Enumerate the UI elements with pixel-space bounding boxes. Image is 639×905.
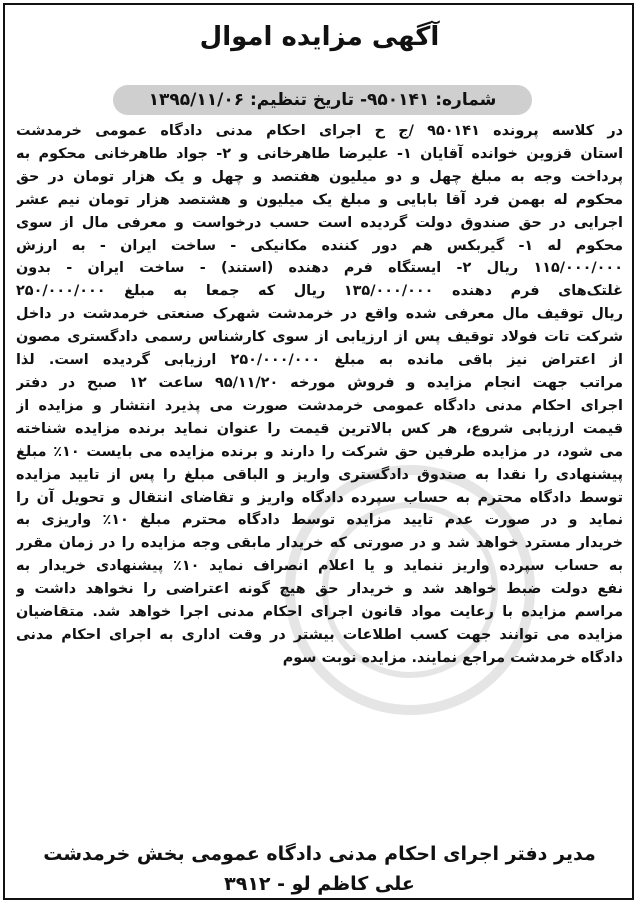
body-line: محکوم له بهمن فرد آقا بابایی و مبلغ یک میلیون و هشتصد هزار تومان نیم عشر [16, 191, 623, 208]
body-line: خریدار مسترد خواهد شد و در صورتی که خریدار مابقی وجه مزایده را در زمان مقرر [16, 535, 623, 552]
number-date-banner: شماره: ۹۵۰۱۴۱- تاریخ تنظیم: ۱۳۹۵/۱۱/۰۶ [113, 85, 532, 115]
body-line: ۱۱۵/۰۰۰/۰۰۰ ریال ۲- ایستگاه فرم دهنده (استند) - ساخت ایران - بدون [16, 260, 623, 277]
notice-title: آگهی مزایده اموال [199, 22, 440, 52]
body-line: به حساب سپرده واریز ننماید و یا اعلام انصراف نماید ۱۰٪ پیشنهادی خریدار به [16, 558, 623, 575]
body-line: می شود، در مزایده طرفین حق شرکت را دارند و برنده مزایده می بایست ۱۰٪ مبلغ [16, 443, 623, 460]
body-line: از اعتراض نیز باقی مانده به مبلغ ۲۵۰/۰۰۰/۰۰۰ ارزیابی گردیده است. لذا [16, 352, 623, 369]
body-line: توسط دادگاه محترم به حساب سپرده دادگاه واریز و تقاضای انتقال و تحویل آن را [16, 489, 623, 506]
body-line: نفع دولت ضبط خواهد شد و خریدار حق هیچ گونه اعتراضی را نخواهد داشت و [16, 581, 623, 598]
body-line: نماید و در صورت عدم تایید مزایده توسط دادگاه محترم مبلغ ۱۰٪ واریزی به [16, 512, 623, 529]
body-line: قیمت ارزیابی شروع، هر کس بالاترین قیمت را عنوان نماید برنده مزایده شناخته [16, 420, 623, 437]
body-line: استان قزوین خوانده آقایان ۱- علیرضا طاهرخانی و ۲- جواد طاهرخانی محکوم به [16, 145, 623, 162]
body-line: پرداخت وجه به مبلغ چهل و دو میلیون هفتصد و چهل و یک هزار تومان در حق [16, 168, 623, 185]
body-line: شرکت تات فولاد توقیف پس از ارزیابی از سوی کارشناس رسمی دادگستری مصون [16, 329, 623, 346]
body-line: غلتک‌های فرم دهنده ۱۳۵/۰۰۰/۰۰۰ ریال که جمعا به مبلغ ۲۵۰/۰۰۰/۰۰۰ [16, 283, 623, 300]
body-line: مراسم مزایده با رعایت مواد قانون اجرای احکام مدنی اجرا خواهد شد. متقاضیان [16, 604, 623, 621]
body-line: محکوم له ۱- گیربکس هم دور کننده مکانیکی - ساخت ایران - به ارزش [16, 237, 623, 254]
notice-body [16, 120, 623, 670]
body-line: ریال توقیف مال معرفی شده واقع در خرمدشت شهرک صنعتی خرمدشت در داخل [16, 306, 623, 323]
body-line: مراتب جهت انجام مزایده و فروش مورخه ۹۵/۱۱/۲۰ ساعت ۱۲ صبح در دفتر [16, 374, 623, 391]
body-line: پیشنهادی را نقدا به صندوق دادگستری واریز و الباقی مبلغ را پس از تایید مزایده [16, 466, 623, 483]
body-line: دادگاه خرمدشت مراجع نمایند. مزایده نوبت سوم [282, 649, 623, 666]
body-line: اجرای احکام مدنی دادگاه عمومی خرمدشت صورت می پذیرد انتشار و مزایده از [16, 397, 623, 414]
signature-title: مدیر دفتر اجرای احکام مدنی دادگاه عمومی بخش خرمدشت [43, 843, 596, 865]
body-line: اجرایی در حق صندوق دولت گردیده است حسب درخواست و معرفی مال از سوی [16, 214, 623, 231]
body-line: مزایده می توانند جهت کسب اطلاعات بیشتر در وقت اداری به اجرای احکام مدنی [16, 626, 623, 643]
body-line: در کلاسه پرونده ۹۵۰۱۴۱ /ج ح اجرای احکام مدنی دادگاه عمومی خرمدشت [16, 123, 623, 139]
signature-name: علی کاظم لو - ۳۹۱۲ [224, 873, 415, 895]
